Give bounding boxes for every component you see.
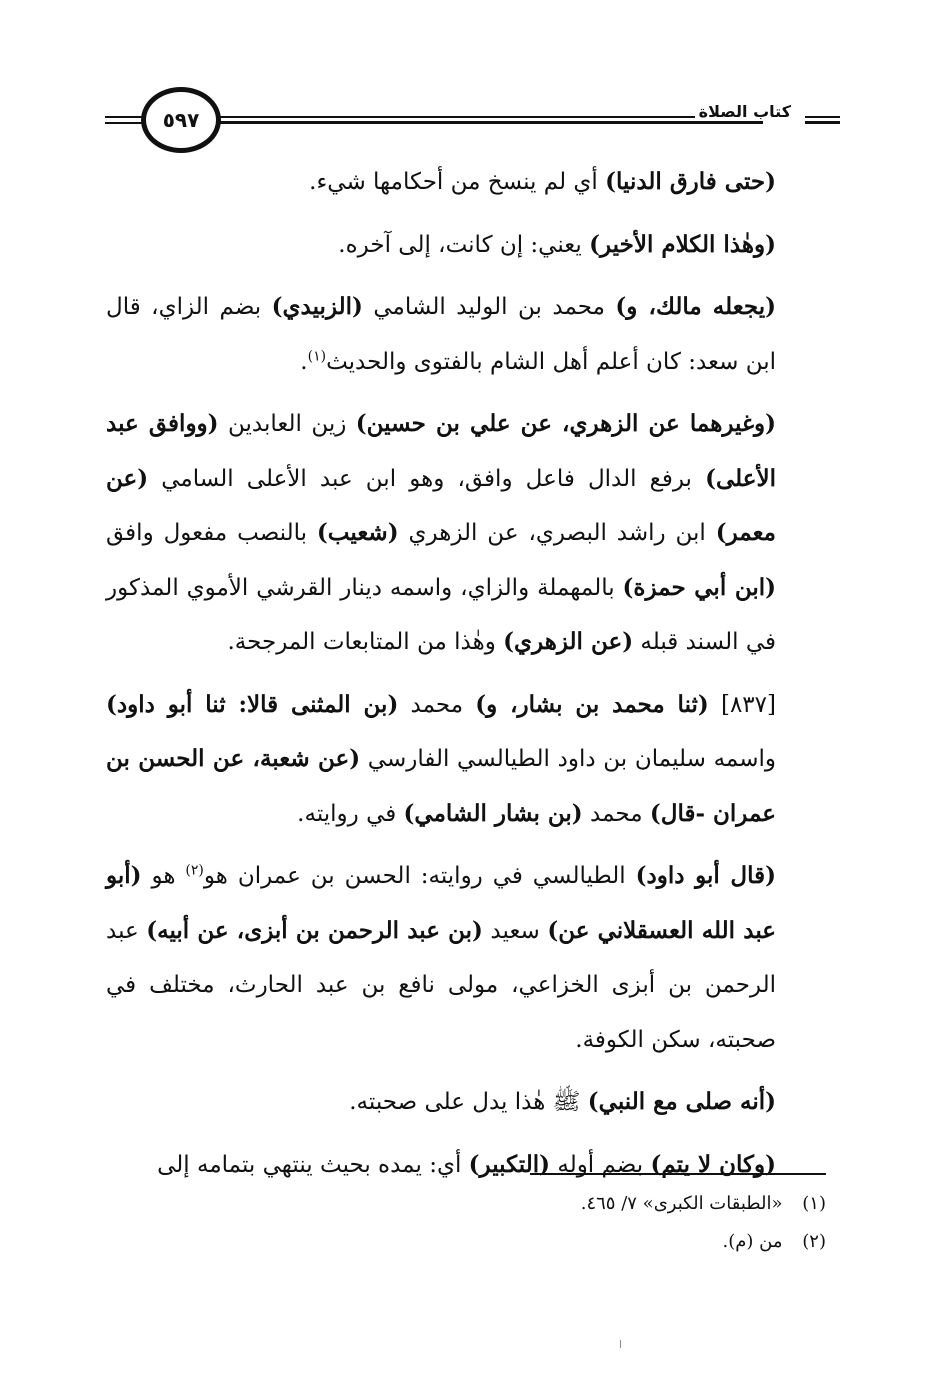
header-rule-right: [213, 116, 763, 124]
paragraph-1: [106, 155, 830, 210]
text-run: أي لم ينسخ من أحكامها شيء.: [309, 169, 606, 195]
bold-phrase: (الزبيدي): [271, 293, 363, 320]
footnote-ref-1[interactable]: (١): [307, 347, 327, 364]
footnote-text: من (م).: [722, 1231, 783, 1252]
footnote-number: (١): [802, 1193, 826, 1214]
paragraph-3: [106, 280, 830, 389]
bold-phrase: (وهٰذا الكلام الأخير): [589, 230, 776, 258]
scan-mark: [620, 1340, 621, 1348]
bold-phrase: (ووافق عبد الأعلى): [106, 410, 776, 492]
text-run: محمد: [582, 800, 650, 827]
paragraph-5: [106, 678, 830, 842]
text-run: عبد الرحمن بن أبزى الخزاعي، مولى نافع بن عبد الحارث، مختلف في صحبته، سكن الكوفة.: [106, 917, 776, 1053]
bold-phrase: (حتى فارق الدنيا): [605, 168, 776, 195]
text-run: ﷺ هٰذا يدل على صحبته.: [349, 1089, 588, 1115]
text-run: بالنصب مفعول وافق: [106, 520, 317, 546]
page-header: [105, 82, 840, 162]
footnote-1: [450, 1185, 826, 1223]
paragraph-6: [106, 849, 830, 1067]
bold-phrase: (وكان لا يتم): [650, 1150, 776, 1178]
hadith-number: [٨٣٧]: [708, 691, 776, 718]
bold-phrase: (وغيرهما عن الزهري، عن علي بن حسين): [355, 410, 776, 437]
bold-phrase: (أنه صلى مع النبي): [587, 1088, 776, 1115]
text-run: هو: [141, 863, 186, 889]
text-run: الطيالسي في روايته: الحسن بن عمران هو: [203, 863, 636, 889]
text-run: بالمهملة والزاي، واسمه دينار القرشي الأموي المذكور في السند قبله: [106, 574, 776, 655]
bold-phrase: (بن بشار الشامي): [403, 799, 583, 827]
bold-phrase: (بن المثنى قالا: ثنا أبو داود): [106, 690, 399, 718]
footnote-ref-2[interactable]: (٢): [185, 862, 204, 879]
bold-phrase: (عن شعبة، عن الحسن بن عمران -قال): [106, 745, 776, 827]
text-run: في روايته.: [297, 800, 404, 827]
footnote-divider: [530, 1173, 826, 1175]
bold-phrase: (بن عبد الرحمن بن أبزى، عن أبيه): [146, 916, 483, 944]
text-run: وهٰذا من المتابعات المرجحة.: [227, 629, 504, 655]
bold-phrase: (التكبير): [468, 1150, 551, 1178]
text-run: أي: يمده بحيث ينتهي بتمامه إلى: [157, 1151, 469, 1178]
text-run: محمد: [398, 691, 476, 718]
main-text: [106, 155, 830, 1192]
bold-phrase: (عن الزهري): [503, 628, 634, 655]
footnote-number: (٢): [802, 1231, 826, 1252]
text-run: زين العابدين: [218, 411, 356, 437]
text-run: واسمه سليمان بن داود الطيالسي الفارسي: [360, 746, 776, 772]
bold-phrase: (يجعله مالك، و): [615, 293, 776, 320]
text-run: سعيد: [482, 917, 548, 944]
text-run: بضم أوله: [550, 1151, 651, 1178]
bold-phrase: (عن معمر): [106, 464, 776, 546]
bold-phrase: (ابن أبي حمزة): [622, 573, 776, 601]
text-run: .: [300, 348, 308, 375]
text-run: محمد بن الوليد الشامي: [362, 294, 616, 320]
text-run: بضم الزاي، قال ابن سعد: كان أعلم أهل الشام بالفتوى والحديث: [106, 294, 776, 375]
bold-phrase: (ثنا محمد بن بشار، و): [475, 690, 709, 718]
paragraph-8: [106, 1138, 830, 1193]
footnote-text: «الطبقات الكبرى» ٧/ ٤٦٥.: [580, 1193, 783, 1214]
bold-phrase: (أبو عبد الله العسقلاني عن): [106, 862, 776, 944]
paragraph-2: [106, 218, 830, 273]
text-run: يعني: إن كانت، إلى آخره.: [338, 231, 590, 258]
text-run: برفع الدال فاعل وافق، وهو ابن عبد الأعلى السامي: [148, 465, 706, 492]
footnote-2: [450, 1223, 826, 1261]
footnotes: [450, 1185, 826, 1261]
bold-phrase: (قال أبو داود): [635, 862, 776, 889]
page-number-badge: [141, 87, 221, 153]
bold-phrase: (شعيب): [316, 519, 399, 546]
running-title: كتاب الصلاة: [695, 102, 795, 121]
paragraph-4: [106, 397, 830, 670]
paragraph-7: [106, 1075, 830, 1130]
page-number: ٥٩٧: [162, 108, 200, 132]
header-rule-end: [805, 116, 840, 124]
text-run: ابن راشد البصري، عن الزهري: [398, 520, 716, 546]
